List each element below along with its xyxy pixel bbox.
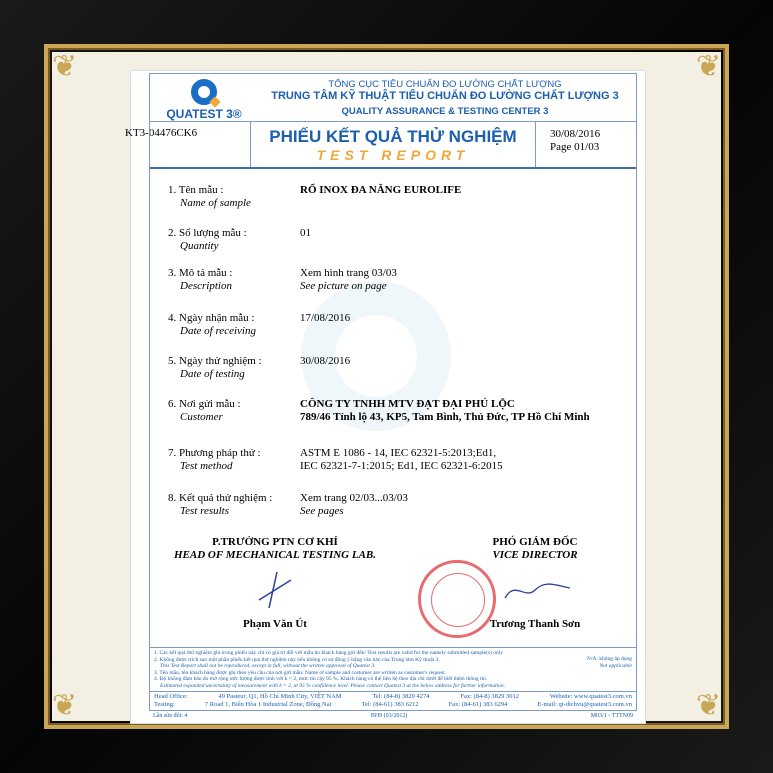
office-website: Website: www.quatest3.com.vn [549, 693, 632, 700]
signature-mark-icon [495, 570, 575, 610]
value: 01 [300, 227, 311, 239]
report-date [550, 128, 600, 154]
footer [150, 647, 636, 710]
logo-icon [191, 79, 217, 105]
na-vi: N/A: không áp dụng [586, 656, 632, 662]
item-value [300, 398, 630, 424]
signer-name: Phạm Văn Út [243, 618, 307, 630]
item-value [300, 492, 630, 518]
office-label: Testing: [154, 701, 175, 708]
office-info [150, 691, 636, 710]
signature-mark-icon [255, 570, 295, 610]
item-value [300, 355, 630, 368]
signature-title-en: VICE DIRECTOR [492, 549, 578, 561]
label-en: Date of testing [180, 368, 245, 380]
label-en: Name of sample [180, 197, 251, 209]
title-box [250, 122, 536, 167]
label-en: Date of receiving [180, 325, 256, 337]
item-value [300, 184, 630, 197]
document-code: M03/1 - TTTN09 [590, 713, 633, 719]
item-value [300, 267, 630, 293]
office-label: Head Office: [154, 693, 188, 700]
note: 1. Các kết quả thử nghiệm ghi trong phiếu này chỉ có giá trị đối với mẫu do khách hàng gửi đến/ Test results are valid for the namely submitted sample(s) only [154, 650, 504, 656]
footnotes [150, 647, 636, 691]
value: Xem hình trang 03/03 [300, 267, 397, 279]
header [150, 74, 636, 122]
item-value [300, 447, 630, 473]
revision-line [149, 712, 637, 720]
label-en: Test method [180, 460, 233, 472]
item-label [168, 398, 298, 424]
note: This Test Report shall not be reproduced, except in full, without the written approval of Quatest 3. [160, 663, 376, 669]
value-line-2: IEC 62321-7-1:2015; Ed1, IEC 62321-6:2015 [300, 460, 503, 472]
label-en: Test results [180, 505, 230, 517]
item-value [300, 312, 630, 325]
item-label [168, 492, 298, 518]
signature-title-vi: PHÓ GIÁM ĐỐC [492, 536, 578, 548]
na-note [574, 650, 632, 689]
label-en: Description [180, 280, 232, 292]
report-code: KT3-04476CK6 [125, 127, 198, 139]
revision-number: Lần sửa đổi: 4 [153, 713, 188, 719]
value-line-2: See picture on page [300, 280, 387, 292]
label-vi: 6. Nơi gửi mẫu : [168, 398, 241, 410]
value-line-2: See pages [300, 505, 344, 517]
label-vi: 5. Ngày thử nghiệm : [168, 355, 262, 367]
value: 17/08/2016 [300, 312, 351, 324]
document-border [149, 73, 637, 711]
office-fax: Fax: (84-61) 383 6294 [448, 701, 508, 708]
item-label [168, 355, 298, 381]
test-report-document [125, 70, 646, 724]
item-label [168, 184, 298, 210]
note: 2. Không được trích sao một phần phiếu kết quả thử nghiệm này nếu không có sự đồng ý bằng văn bản của Trung tâm Kỹ thuật 3. [154, 656, 440, 663]
org-name-vi: TRUNG TÂM KỸ THUẬT TIÊU CHUẨN ĐO LƯỜNG CHẤT LƯỢNG 3 [271, 90, 619, 102]
org-name-en: QUALITY ASSURANCE & TESTING CENTER 3 [341, 106, 549, 117]
label-vi: 8. Kết quả thử nghiệm : [168, 492, 273, 504]
org-parent: TỔNG CỤC TIÊU CHUẨN ĐO LƯỜNG CHẤT LƯỢNG [328, 79, 562, 90]
label-vi: 1. Tên mẫu : [168, 184, 224, 196]
note: Estimated expanded uncertainty of measurement with k = 2, at 95 % confidence level. Please contact Quatest 3 at the below address for further information. [160, 682, 506, 689]
value-line-2: 789/46 Tỉnh lộ 43, KP5, Tam Bình, Thủ Đức, TP Hồ Chí Minh [300, 411, 590, 423]
note: 3. Tên mẫu, tên khách hàng được ghi theo yêu cầu của nơi gửi mẫu/ Name of sample and customer are written as customer's request. [154, 669, 447, 676]
value: RỔ INOX ĐA NĂNG EUROLIFE [300, 184, 462, 196]
title-vi: PHIẾU KẾT QUẢ THỬ NGHIỆM [269, 127, 517, 146]
item-value [300, 227, 630, 240]
value: ASTM E 1086 - 14, IEC 62321-5:2013;Ed1, [300, 447, 497, 459]
corner-ornament-icon: ❦ [695, 50, 721, 83]
na-en: Not applicable [599, 662, 632, 669]
signature-title-en: HEAD OF MECHANICAL TESTING LAB. [173, 549, 377, 561]
page-number: Page 01/03 [550, 141, 600, 153]
value: 30/08/2016 [300, 355, 351, 367]
office-address: 49 Pasteur, Q1, Hồ Chí Minh City, VIỆT NAM [218, 693, 342, 700]
corner-ornament-icon: ❦ [695, 689, 721, 722]
value: CÔNG TY TNHH MTV ĐẠT ĐẠI PHÚ LỘC [300, 398, 515, 410]
logo-text: QUATEST 3® [166, 107, 242, 121]
signature-left [170, 536, 380, 631]
title-en: TEST REPORT [316, 147, 470, 163]
quatest-logo [156, 79, 252, 121]
label-en: Customer [180, 411, 223, 423]
form-code: BH9 (03/2012) [370, 713, 408, 719]
corner-ornament-icon: ❦ [52, 689, 78, 722]
label-vi: 3. Mô tả mẫu : [168, 267, 233, 279]
corner-ornament-icon: ❦ [52, 50, 78, 83]
signature-right [460, 536, 610, 631]
office-email: E-mail: qt-dichvu@quatest3.com.vn [537, 701, 632, 708]
divider [150, 167, 636, 169]
item-label [168, 267, 298, 293]
item-label [168, 227, 298, 253]
signer-name: Trương Thanh Sơn [489, 618, 581, 630]
label-vi: 7. Phương pháp thử : [168, 447, 261, 459]
value: Xem trang 02/03...03/03 [300, 492, 408, 504]
office-address: 7 Road 1, Biên Hòa 1 Industrial Zone, Đồng Nai [204, 701, 332, 708]
date: 30/08/2016 [550, 128, 601, 140]
note: 4. Độ không đảm bảo đo mở rộng ước lượng được tính với k = 2, mức tin cậy 95 %. Khách hàng có thể liên hệ theo địa chỉ dưới để biết thêm thông tin. [154, 676, 488, 682]
label-vi: 2. Số lượng mẫu : [168, 227, 247, 239]
office-tel: Tel: (84-8) 3829 4274 [372, 693, 430, 700]
label-en: Quantity [180, 240, 219, 252]
label-vi: 4. Ngày nhận mẫu : [168, 312, 255, 324]
item-label [168, 312, 298, 338]
item-label [168, 447, 298, 473]
office-fax: Fax: (84-8) 3829 3012 [460, 693, 520, 700]
office-tel: Tel: (84-61) 383 6212 [361, 701, 419, 708]
signature-title-vi: P.TRƯỞNG PTN CƠ KHÍ [212, 536, 338, 548]
